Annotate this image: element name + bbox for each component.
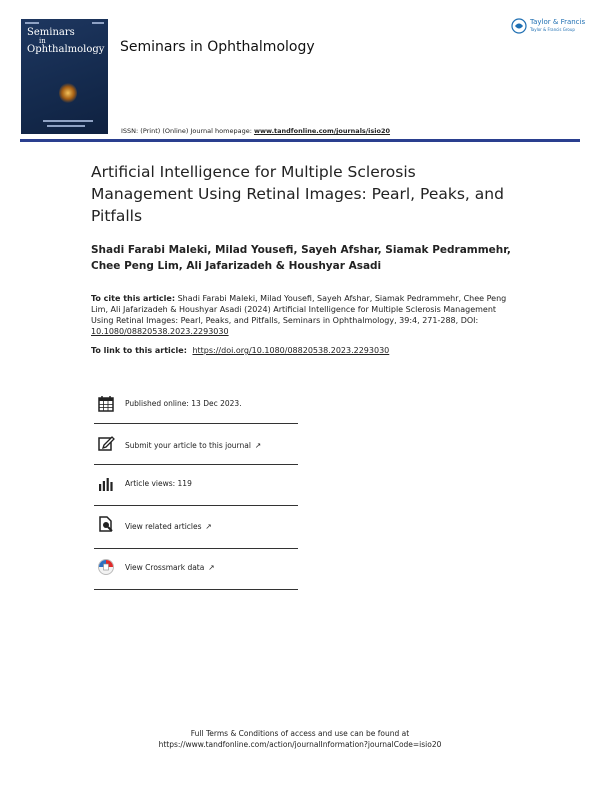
published-online-row	[97, 395, 297, 425]
cite-label: To cite this article:	[91, 294, 176, 303]
footer-terms-text: Full Terms & Conditions of access and use can be found at	[190, 729, 410, 738]
cover-corner-text	[25, 22, 39, 24]
related-articles-text[interactable]	[125, 522, 212, 531]
cover-title-in: in	[39, 37, 46, 45]
calendar-icon	[97, 395, 115, 413]
row-divider	[94, 464, 298, 465]
citation-block	[91, 293, 511, 337]
submit-article-row[interactable]	[97, 434, 297, 464]
related-articles-label[interactable]: View related articles	[125, 522, 202, 531]
crossmark-icon	[97, 558, 115, 576]
submit-icon	[97, 434, 115, 452]
submit-article-text[interactable]	[125, 441, 261, 450]
cover-candle-glow	[59, 83, 77, 103]
crossmark-label[interactable]: View Crossmark data	[125, 563, 205, 572]
publisher-logo[interactable]	[511, 17, 586, 37]
cover-publisher-text	[43, 120, 93, 122]
journal-name[interactable]: Seminars in Ophthalmology	[120, 39, 315, 55]
cover-corner-text	[92, 22, 104, 24]
link-label: To link to this article:	[91, 346, 187, 355]
article-link-block	[91, 346, 511, 355]
publisher-logo-line2: Taylor & Francis Group	[530, 27, 575, 32]
journal-cover-image	[21, 19, 108, 134]
footer	[0, 728, 600, 750]
cover-title-line1: Seminars	[27, 27, 75, 38]
taylor-francis-logo-icon	[511, 18, 527, 34]
external-link-icon: ↗	[254, 441, 262, 450]
related-articles-row[interactable]	[97, 515, 297, 545]
published-online-text: Published online: 13 Dec 2023.	[125, 399, 242, 408]
external-link-icon: ↗	[208, 563, 215, 572]
related-articles-icon	[97, 515, 115, 533]
article-title: Artificial Intelligence for Multiple Sclerosis Management Using Retinal Images: Pearl, Peaks, and Pitfalls	[91, 163, 504, 225]
row-divider	[94, 505, 298, 506]
bar-chart-icon	[97, 475, 115, 493]
crossmark-text[interactable]	[125, 563, 215, 572]
cover-publisher-text	[47, 125, 85, 127]
row-divider	[94, 548, 298, 549]
issn-label: ISSN: (Print) (Online) Journal homepage:	[121, 127, 252, 135]
crossmark-row[interactable]	[97, 558, 297, 588]
header-divider	[20, 139, 580, 142]
footer-terms-link[interactable]: https://www.tandfonline.com/action/journalInformation?journalCode=isio20	[158, 740, 442, 749]
article-views-row	[97, 475, 297, 505]
cover-title	[27, 28, 103, 55]
publisher-logo-line1: Taylor & Francis	[530, 18, 586, 26]
row-divider	[94, 589, 298, 590]
article-authors: Shadi Farabi Maleki, Milad Yousefi, Sayeh Afshar, Siamak Pedrammehr, Chee Peng Lim, Ali Jafarizadeh & Houshyar Asadi	[91, 244, 511, 272]
article-doi-url[interactable]: https://doi.org/10.1080/08820538.2023.2293030	[192, 346, 390, 355]
journal-homepage-link[interactable]: www.tandfonline.com/journals/isio20	[253, 127, 391, 135]
cover-title-line2: Ophthalmology	[27, 44, 105, 55]
cite-text: Shadi Farabi Maleki, Milad Yousefi, Sayeh Afshar, Siamak Pedrammehr, Chee Peng Lim, Ali Jafarizadeh & Houshyar Asadi (2024) Artificial Intelligence for Multiple Sclerosis Management Using Retinal Images: Pearl, Peaks, and Pitfalls, Seminars in Ophthalmology, 39:4, 271-288, DOI:	[91, 294, 507, 325]
article-views-text: Article views: 119	[125, 479, 192, 488]
row-divider	[94, 423, 298, 424]
issn-line	[121, 127, 390, 135]
submit-article-label[interactable]: Submit your article to this journal	[125, 441, 251, 450]
external-link-icon: ↗	[205, 522, 212, 531]
doi-link[interactable]: 10.1080/08820538.2023.2293030	[91, 327, 229, 336]
